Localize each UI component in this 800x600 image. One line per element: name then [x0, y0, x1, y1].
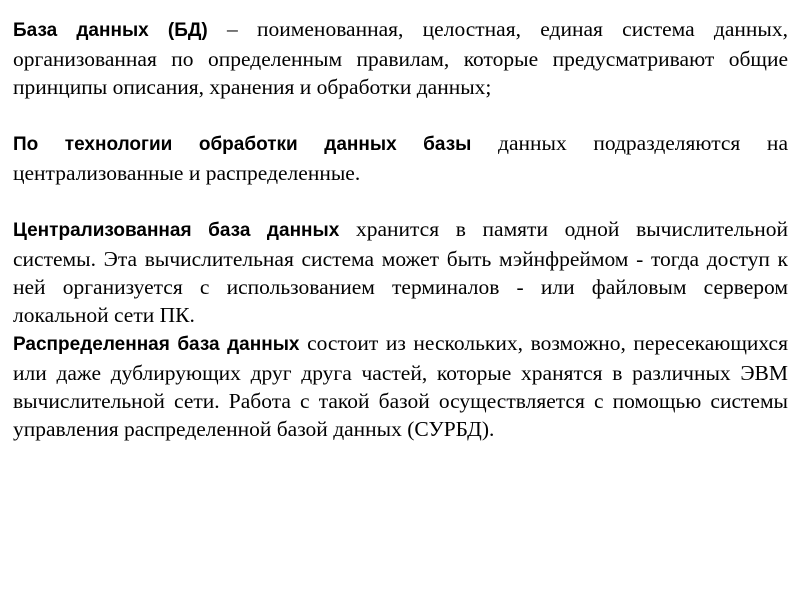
definition-classification: данных подразделяются на централизованные и распределенные. [13, 131, 788, 185]
spacer [13, 187, 788, 215]
term-distributed: Распределенная база данных [13, 334, 300, 355]
slide-content [13, 15, 788, 443]
term-classification: По технологии обработки данных базы [13, 134, 472, 155]
paragraph-classification [13, 129, 788, 187]
paragraph-database-definition [13, 15, 788, 101]
paragraph-centralized [13, 215, 788, 329]
term-database: База данных (БД) [13, 20, 208, 41]
spacer [13, 101, 788, 129]
term-centralized: Централизованная база данных [13, 220, 340, 241]
definition-distributed: состоит из нескольких, возможно, пересекающихся или даже дублирующих друг друга частей, которые хранятся в различных ЭВМ вычислительной сети. Работа с такой базой осуществляется с помощью системы управления распределенной базой данных (СУРБД). [13, 331, 788, 441]
definition-database: – поименованная, целостная, единая система данных, организованная по определенным правилам, которые предусматривают общие принципы описания, хранения и обработки данных; [13, 17, 788, 99]
paragraph-distributed [13, 329, 788, 443]
definition-centralized: хранится в памяти одной вычислительной системы. Эта вычислительная система может быть мэйнфреймом - тогда доступ к ней организуется с использованием терминалов - или файловым сервером локальной сети ПК. [13, 217, 788, 327]
